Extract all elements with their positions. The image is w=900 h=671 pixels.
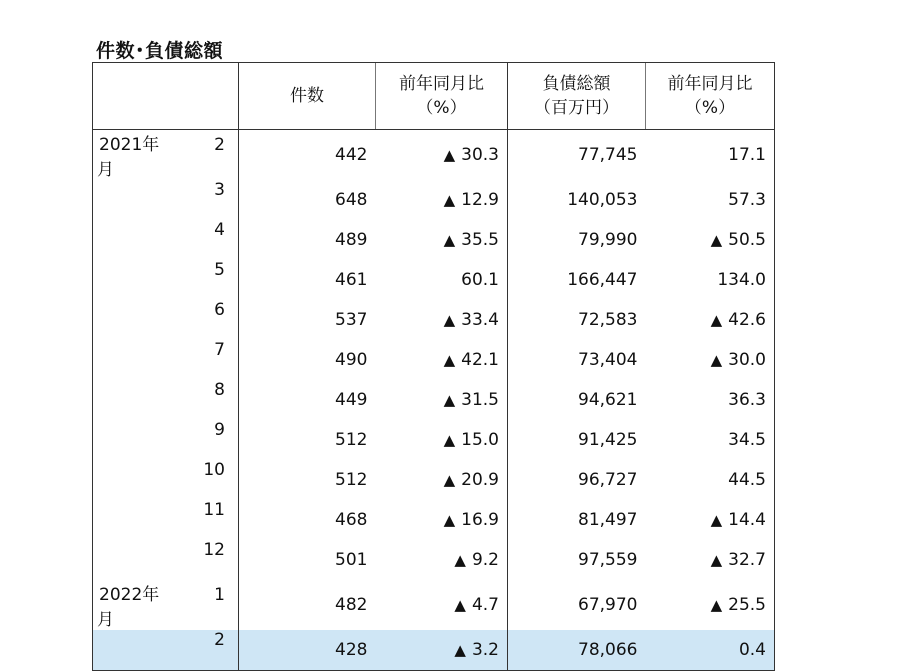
count-cell: 428	[239, 630, 376, 671]
count-yoy-cell: ▲ 12.9	[376, 180, 508, 220]
month-label: 2	[214, 630, 225, 650]
month-label: 3	[214, 180, 225, 200]
count-yoy-cell: ▲ 4.7	[376, 580, 508, 630]
count-cell: 489	[335, 230, 368, 250]
decrease-triangle-icon: ▲	[443, 351, 456, 369]
table-row	[93, 180, 775, 220]
month-label: 5	[214, 260, 225, 280]
month-label: 10	[203, 460, 225, 480]
header-debt-yoy: 前年同月比 （%）	[646, 63, 775, 130]
debt-yoy-cell: ▲ 25.5	[646, 580, 775, 630]
period-cell	[93, 180, 239, 220]
decrease-triangle-icon: ▲	[710, 596, 723, 614]
period-cell	[93, 460, 239, 500]
debt-cell: 94,621	[578, 390, 638, 410]
period-cell	[93, 260, 239, 300]
month-label: 7	[214, 340, 225, 360]
count-cell: 482	[335, 595, 368, 615]
month-label: 9	[214, 420, 225, 440]
table-row	[93, 420, 775, 460]
year-label: 2022年	[99, 585, 160, 605]
period-cell	[93, 540, 239, 580]
month-label: 8	[214, 380, 225, 400]
debt-cell: 81,497	[578, 510, 638, 530]
month-label: 1	[214, 585, 225, 605]
decrease-triangle-icon: ▲	[710, 231, 723, 249]
debt-yoy-cell: ▲ 50.5	[646, 220, 775, 260]
count-cell: 490	[335, 350, 368, 370]
year-label: 2021年	[99, 135, 160, 155]
count-cell: 648	[335, 190, 368, 210]
decrease-triangle-icon: ▲	[710, 551, 723, 569]
count-cell: 512	[335, 470, 368, 490]
header-empty-cell	[93, 63, 239, 130]
debt-cell: 78,066	[508, 630, 646, 671]
debt-yoy-cell: ▲ 42.6	[646, 300, 775, 340]
debt-yoy-cell: ▲ 14.4	[646, 500, 775, 540]
period-cell	[93, 220, 239, 260]
decrease-triangle-icon: ▲	[710, 311, 723, 329]
month-label: 12	[203, 540, 225, 560]
decrease-triangle-icon: ▲	[443, 391, 456, 409]
table-row	[93, 630, 775, 671]
decrease-triangle-icon: ▲	[443, 471, 456, 489]
table-row	[93, 540, 775, 580]
debt-cell: 77,745	[578, 145, 638, 165]
table-row	[93, 260, 775, 300]
count-cell: 442	[335, 145, 368, 165]
decrease-triangle-icon: ▲	[710, 351, 723, 369]
period-cell	[93, 630, 239, 671]
header-debt: 負債総額 （百万円）	[508, 63, 646, 130]
debt-yoy-cell: 57.3	[646, 180, 775, 220]
bankruptcy-table	[92, 62, 775, 671]
decrease-triangle-icon: ▲	[443, 511, 456, 529]
month-unit: 月	[97, 610, 114, 630]
period-cell	[93, 420, 239, 460]
decrease-triangle-icon: ▲	[443, 146, 456, 164]
debt-cell: 166,447	[567, 270, 638, 290]
decrease-triangle-icon: ▲	[454, 596, 466, 614]
header-count-yoy: 前年同月比 （%）	[376, 63, 508, 130]
count-yoy-cell: ▲ 33.4	[376, 300, 508, 340]
count-yoy-cell: ▲ 15.0	[376, 420, 508, 460]
decrease-triangle-icon: ▲	[443, 231, 456, 249]
decrease-triangle-icon: ▲	[443, 431, 456, 449]
count-yoy-cell: ▲ 16.9	[376, 500, 508, 540]
count-yoy-cell: ▲ 3.2	[376, 630, 508, 671]
debt-cell: 97,559	[578, 550, 638, 570]
debt-yoy-cell: 0.4	[646, 630, 775, 671]
decrease-triangle-icon: ▲	[443, 311, 456, 329]
table-row	[93, 220, 775, 260]
table-row	[93, 380, 775, 420]
count-cell: 537	[335, 310, 368, 330]
count-yoy-cell: ▲ 30.3	[376, 130, 508, 181]
count-cell: 468	[335, 510, 368, 530]
debt-cell: 67,970	[578, 595, 638, 615]
count-yoy-cell: ▲ 31.5	[376, 380, 508, 420]
count-cell: 501	[335, 550, 368, 570]
period-cell	[93, 130, 239, 181]
count-yoy-cell: 60.1	[376, 260, 508, 300]
count-cell: 512	[335, 430, 368, 450]
debt-yoy-cell: 134.0	[646, 260, 775, 300]
debt-cell: 140,053	[567, 190, 638, 210]
debt-cell: 96,727	[578, 470, 638, 490]
month-label: 4	[214, 220, 225, 240]
period-cell	[93, 500, 239, 540]
debt-cell: 73,404	[578, 350, 638, 370]
debt-cell: 79,990	[578, 230, 638, 250]
header-row	[93, 63, 775, 130]
debt-yoy-cell: 34.5	[646, 420, 775, 460]
period-cell	[93, 340, 239, 380]
month-unit: 月	[97, 160, 114, 180]
debt-yoy-cell: 17.1	[646, 130, 775, 181]
period-cell	[93, 580, 239, 630]
debt-yoy-cell: ▲ 30.0	[646, 340, 775, 380]
decrease-triangle-icon: ▲	[454, 551, 466, 569]
period-cell	[93, 300, 239, 340]
period-cell	[93, 380, 239, 420]
count-cell: 461	[335, 270, 368, 290]
count-cell: 449	[335, 390, 368, 410]
month-label: 11	[203, 500, 225, 520]
header-count: 件数	[239, 63, 376, 130]
debt-yoy-cell: 44.5	[646, 460, 775, 500]
debt-yoy-cell: 36.3	[646, 380, 775, 420]
count-yoy-cell: ▲ 20.9	[376, 460, 508, 500]
decrease-triangle-icon: ▲	[710, 511, 723, 529]
table-row	[93, 340, 775, 380]
decrease-triangle-icon: ▲	[443, 191, 456, 209]
table-title: 件数･負債総額	[96, 40, 224, 62]
month-label: 6	[214, 300, 225, 320]
table-row	[93, 300, 775, 340]
debt-yoy-cell: ▲ 32.7	[646, 540, 775, 580]
table-row	[93, 460, 775, 500]
table-row	[93, 130, 775, 181]
count-yoy-cell: ▲ 42.1	[376, 340, 508, 380]
decrease-triangle-icon: ▲	[454, 641, 466, 659]
debt-cell: 91,425	[578, 430, 638, 450]
month-label: 2	[214, 135, 225, 155]
table-row	[93, 580, 775, 630]
count-yoy-cell: ▲ 9.2	[376, 540, 508, 580]
count-yoy-cell: ▲ 35.5	[376, 220, 508, 260]
table-row	[93, 500, 775, 540]
debt-cell: 72,583	[578, 310, 638, 330]
